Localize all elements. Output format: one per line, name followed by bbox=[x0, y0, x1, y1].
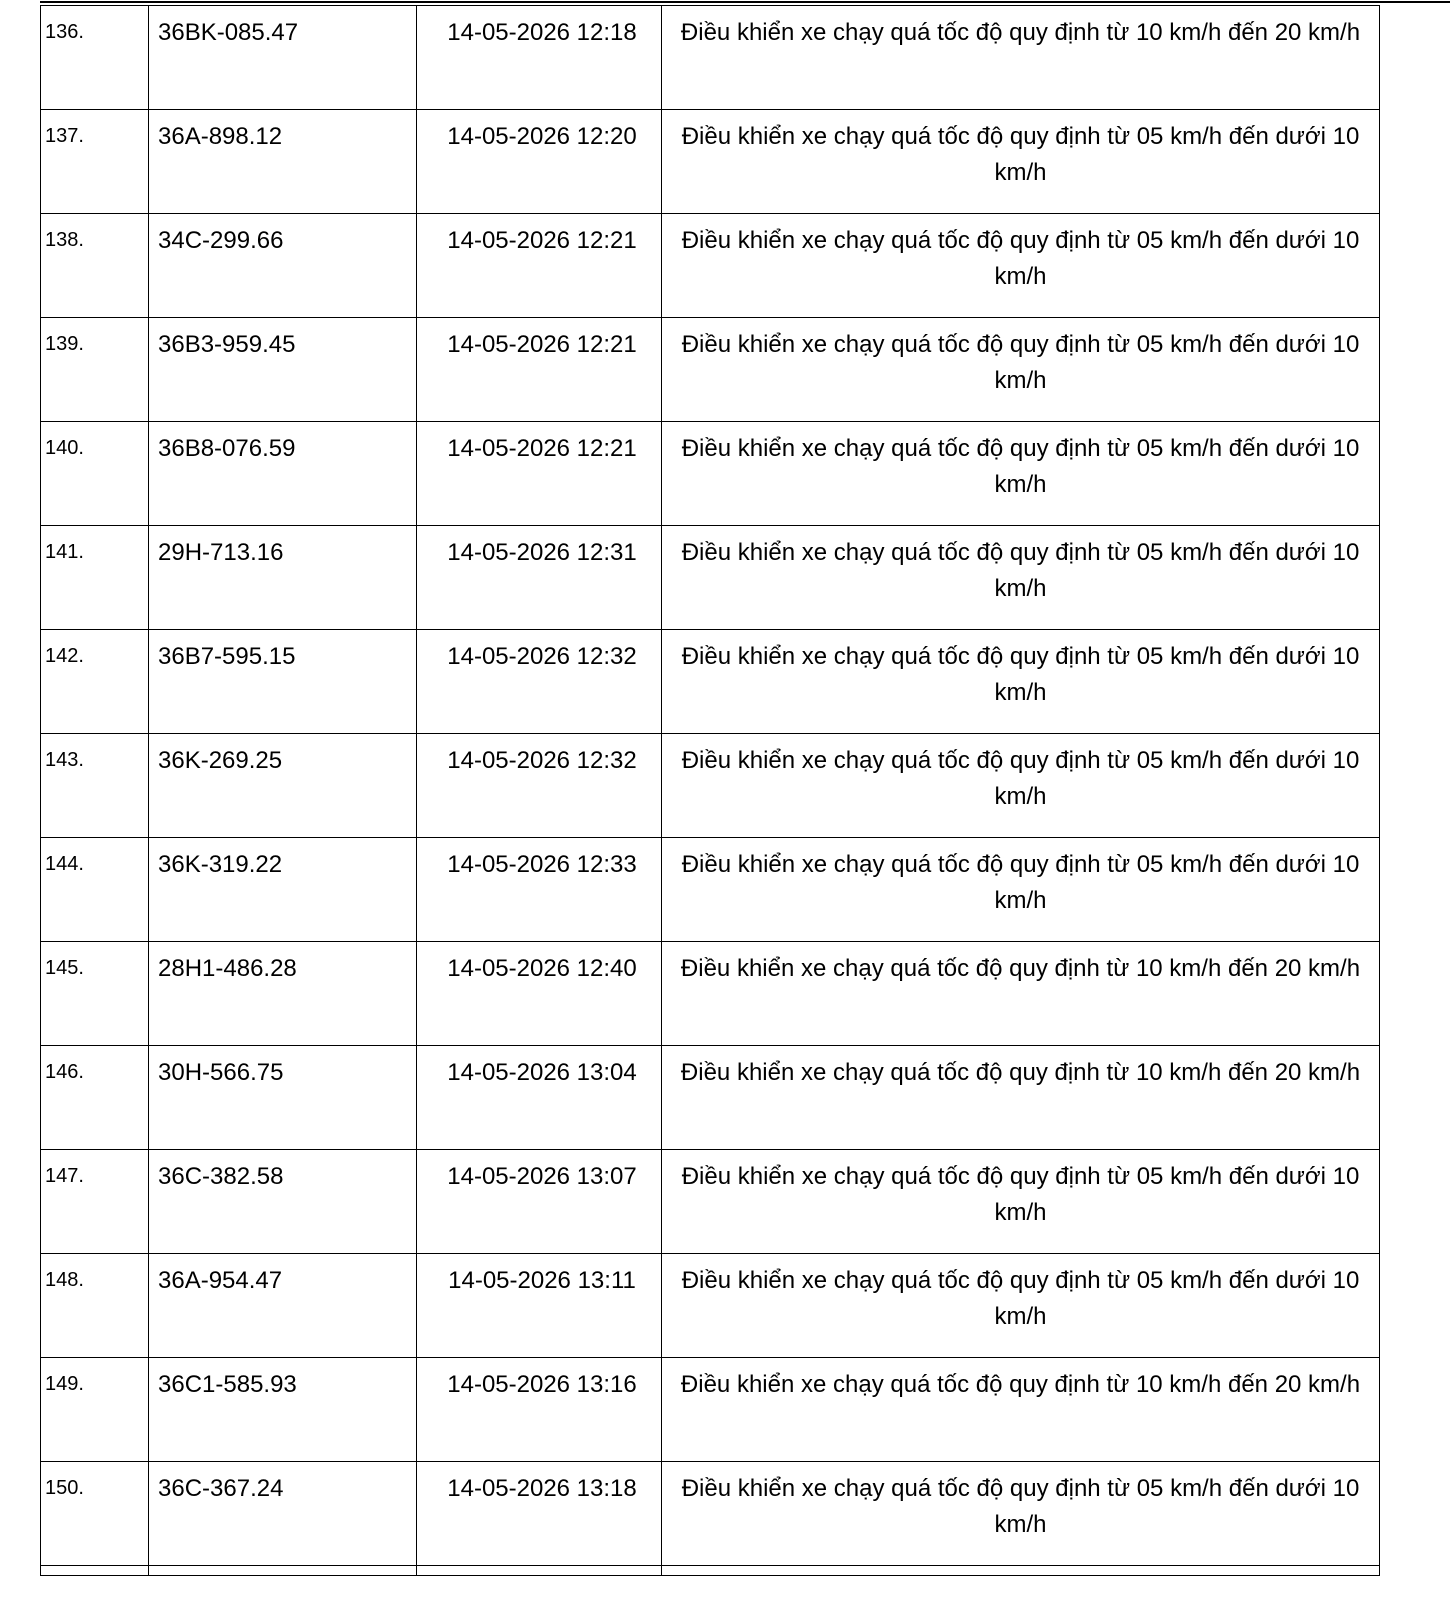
empty-cell bbox=[417, 1566, 662, 1576]
violation-time: 14-05-2026 13:04 bbox=[417, 1046, 662, 1150]
violation-description: Điều khiển xe chạy quá tốc độ quy định từ 05 km/h đến dưới 10 km/h bbox=[662, 110, 1380, 214]
license-plate: 36B8-076.59 bbox=[149, 422, 417, 526]
table-row bbox=[41, 942, 1380, 1046]
license-plate: 30H-566.75 bbox=[149, 1046, 417, 1150]
row-number: 141. bbox=[41, 526, 149, 630]
license-plate: 36C-367.24 bbox=[149, 1462, 417, 1566]
table-row bbox=[41, 318, 1380, 422]
violation-time: 14-05-2026 12:32 bbox=[417, 734, 662, 838]
violation-time: 14-05-2026 12:21 bbox=[417, 422, 662, 526]
row-number: 145. bbox=[41, 942, 149, 1046]
violation-description: Điều khiển xe chạy quá tốc độ quy định từ 05 km/h đến dưới 10 km/h bbox=[662, 838, 1380, 942]
row-number: 144. bbox=[41, 838, 149, 942]
violation-description: Điều khiển xe chạy quá tốc độ quy định từ 05 km/h đến dưới 10 km/h bbox=[662, 1150, 1380, 1254]
license-plate: 36A-898.12 bbox=[149, 110, 417, 214]
violation-time: 14-05-2026 12:21 bbox=[417, 318, 662, 422]
violations-table-body bbox=[41, 6, 1380, 1576]
table-row bbox=[41, 734, 1380, 838]
license-plate: 36C-382.58 bbox=[149, 1150, 417, 1254]
table-row bbox=[41, 1358, 1380, 1462]
violation-time: 14-05-2026 12:20 bbox=[417, 110, 662, 214]
violation-description: Điều khiển xe chạy quá tốc độ quy định từ 05 km/h đến dưới 10 km/h bbox=[662, 630, 1380, 734]
violation-time: 14-05-2026 13:16 bbox=[417, 1358, 662, 1462]
license-plate: 36BK-085.47 bbox=[149, 6, 417, 110]
license-plate: 36A-954.47 bbox=[149, 1254, 417, 1358]
table-top-border bbox=[40, 1, 1450, 3]
row-number: 137. bbox=[41, 110, 149, 214]
violation-description: Điều khiển xe chạy quá tốc độ quy định từ 05 km/h đến dưới 10 km/h bbox=[662, 1462, 1380, 1566]
table-row bbox=[41, 1254, 1380, 1358]
violations-table bbox=[40, 5, 1380, 1576]
license-plate: 34C-299.66 bbox=[149, 214, 417, 318]
violation-time: 14-05-2026 12:31 bbox=[417, 526, 662, 630]
license-plate: 36B3-959.45 bbox=[149, 318, 417, 422]
violation-time: 14-05-2026 12:32 bbox=[417, 630, 662, 734]
violation-description: Điều khiển xe chạy quá tốc độ quy định từ 05 km/h đến dưới 10 km/h bbox=[662, 734, 1380, 838]
violation-description: Điều khiển xe chạy quá tốc độ quy định từ 10 km/h đến 20 km/h bbox=[662, 1046, 1380, 1150]
violation-description: Điều khiển xe chạy quá tốc độ quy định từ 05 km/h đến dưới 10 km/h bbox=[662, 214, 1380, 318]
violation-time: 14-05-2026 12:21 bbox=[417, 214, 662, 318]
empty-cell bbox=[41, 1566, 149, 1576]
table-row bbox=[41, 1150, 1380, 1254]
license-plate: 36C1-585.93 bbox=[149, 1358, 417, 1462]
violation-time: 14-05-2026 12:18 bbox=[417, 6, 662, 110]
violation-description: Điều khiển xe chạy quá tốc độ quy định từ 05 km/h đến dưới 10 km/h bbox=[662, 422, 1380, 526]
row-number: 146. bbox=[41, 1046, 149, 1150]
row-number: 139. bbox=[41, 318, 149, 422]
violation-description: Điều khiển xe chạy quá tốc độ quy định từ 05 km/h đến dưới 10 km/h bbox=[662, 526, 1380, 630]
row-number: 149. bbox=[41, 1358, 149, 1462]
empty-cell bbox=[149, 1566, 417, 1576]
row-number: 150. bbox=[41, 1462, 149, 1566]
row-number: 138. bbox=[41, 214, 149, 318]
row-number: 143. bbox=[41, 734, 149, 838]
violation-description: Điều khiển xe chạy quá tốc độ quy định từ 10 km/h đến 20 km/h bbox=[662, 6, 1380, 110]
license-plate: 36K-269.25 bbox=[149, 734, 417, 838]
row-number: 140. bbox=[41, 422, 149, 526]
license-plate: 36B7-595.15 bbox=[149, 630, 417, 734]
license-plate: 29H-713.16 bbox=[149, 526, 417, 630]
violation-time: 14-05-2026 13:18 bbox=[417, 1462, 662, 1566]
row-number: 147. bbox=[41, 1150, 149, 1254]
violation-time: 14-05-2026 13:07 bbox=[417, 1150, 662, 1254]
table-row bbox=[41, 1462, 1380, 1566]
license-plate: 28H1-486.28 bbox=[149, 942, 417, 1046]
violation-description: Điều khiển xe chạy quá tốc độ quy định từ 05 km/h đến dưới 10 km/h bbox=[662, 318, 1380, 422]
violation-time: 14-05-2026 13:11 bbox=[417, 1254, 662, 1358]
violation-time: 14-05-2026 12:33 bbox=[417, 838, 662, 942]
empty-cell bbox=[662, 1566, 1380, 1576]
table-row bbox=[41, 214, 1380, 318]
table-row bbox=[41, 526, 1380, 630]
table-row bbox=[41, 838, 1380, 942]
table-row bbox=[41, 422, 1380, 526]
license-plate: 36K-319.22 bbox=[149, 838, 417, 942]
violation-description: Điều khiển xe chạy quá tốc độ quy định từ 10 km/h đến 20 km/h bbox=[662, 1358, 1380, 1462]
table-row bbox=[41, 110, 1380, 214]
table-row bbox=[41, 630, 1380, 734]
violation-description: Điều khiển xe chạy quá tốc độ quy định từ 05 km/h đến dưới 10 km/h bbox=[662, 1254, 1380, 1358]
row-number: 136. bbox=[41, 6, 149, 110]
violation-description: Điều khiển xe chạy quá tốc độ quy định từ 10 km/h đến 20 km/h bbox=[662, 942, 1380, 1046]
violation-time: 14-05-2026 12:40 bbox=[417, 942, 662, 1046]
table-row bbox=[41, 1046, 1380, 1150]
table-row bbox=[41, 6, 1380, 110]
row-number: 148. bbox=[41, 1254, 149, 1358]
row-number: 142. bbox=[41, 630, 149, 734]
table-row-partial bbox=[41, 1566, 1380, 1576]
